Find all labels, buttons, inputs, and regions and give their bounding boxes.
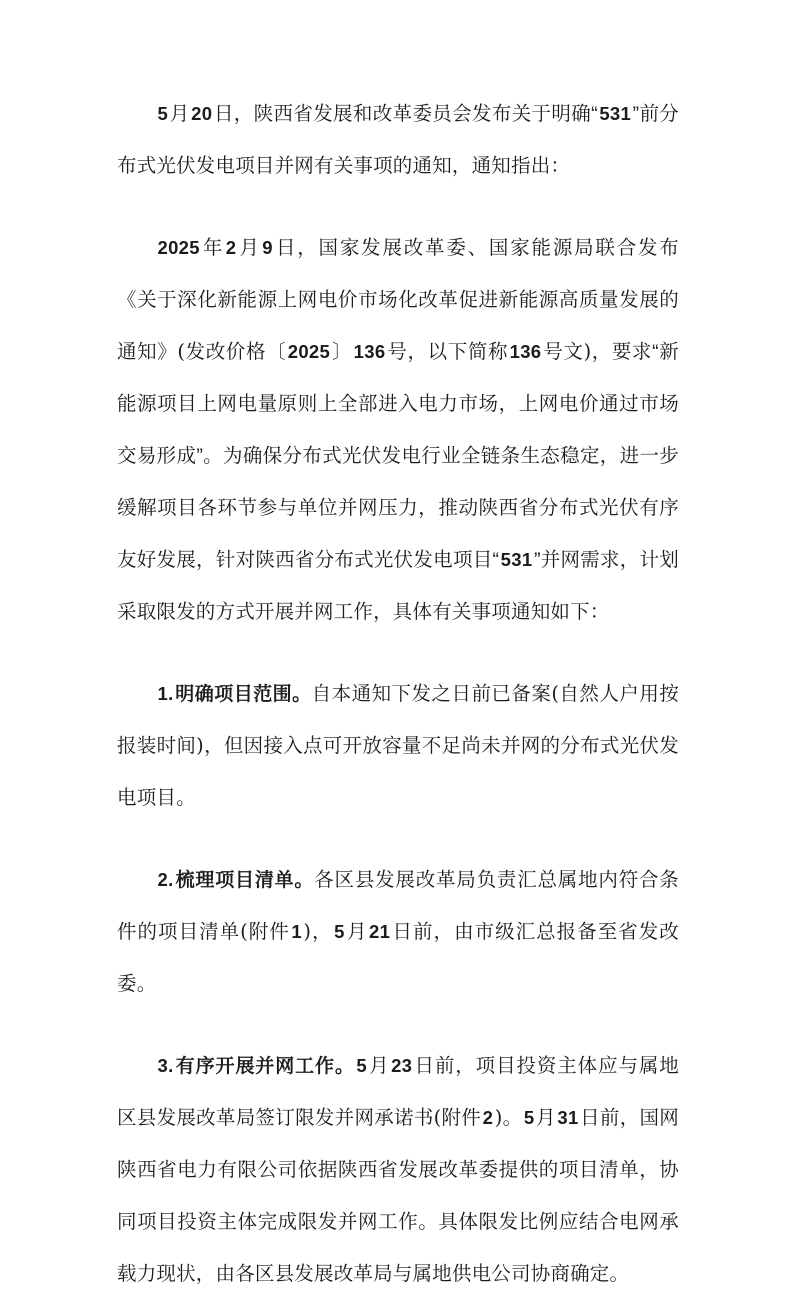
month-5-a: 5 bbox=[334, 921, 345, 942]
item-1-heading: 1.明确项目范围。 bbox=[157, 683, 312, 705]
item-2-heading: 2.梳理项目清单。 bbox=[157, 869, 315, 891]
document-body bbox=[117, 88, 679, 1300]
doc-number-136: 136 bbox=[353, 341, 386, 362]
day-9: 9 bbox=[262, 237, 273, 258]
paragraph-item-2: 2.梳理项目清单。各区县发展改革局负责汇总属地内符合条件的项目清单(附件1)，5月21日前，由市级汇总报备至省发改委。 bbox=[117, 868, 679, 995]
paragraph-intro: 5月20日，陕西省发展和改革委员会发布关于明确“531”前分布式光伏发电项目并网有关事项的通知，通知指出： bbox=[117, 102, 679, 177]
quote-close-531: ” bbox=[533, 549, 541, 571]
close-quote: ” bbox=[632, 103, 640, 125]
paragraph-item-1: 1.明确项目范围。自本通知下发之日前已备案(自然人户用按报装时间)，但因接入点可开放容量不足尚未并网的分布式光伏发电项目。 bbox=[117, 682, 679, 809]
doc-short-136: 136 bbox=[509, 341, 542, 362]
open-quote: “ bbox=[591, 103, 598, 125]
policy-code-531-b: 531 bbox=[500, 549, 533, 570]
day-31: 31 bbox=[557, 1107, 579, 1128]
quote-open-policy: “ bbox=[652, 341, 659, 363]
day-21: 21 bbox=[369, 921, 391, 942]
quote-close-policy: ” bbox=[196, 445, 204, 467]
paragraph-item-3: 3.有序开展并网工作。5月23日前，项目投资主体应与属地区县发展改革局签订限发并网承诺书(附件2)。5月31日前，国网陕西省电力有限公司依据陕西省发展改革委提供的项目清单，协同项目投资主体完成限发并网工作。具体限发比例应结合电网承载力现状，由各区县发展改革局与属地供电公司协商确定。 bbox=[117, 1054, 679, 1285]
month-number: 5 bbox=[157, 103, 169, 124]
doc-year: 2025 bbox=[287, 341, 331, 362]
attachment-1: 1 bbox=[291, 921, 302, 942]
year-2025: 2025 bbox=[157, 237, 200, 258]
day-number: 20 bbox=[191, 103, 213, 124]
month-5-b: 5 bbox=[356, 1055, 367, 1076]
paragraph-background: 2025年2月9日，国家发展改革委、国家能源局联合发布《关于深化新能源上网电价市场化改革促进新能源高质量发展的通知》(发改价格〔2025〕136号，以下简称136号文)，要求“新能源项目上网电量原则上全部进入电力市场，上网电价通过市场交易形成”。为确保分布式光伏发电行业全链条生态稳定，进一步缓解项目各环节参与单位并网压力，推动陕西省分布式光伏有序友好发展，针对陕西省分布式光伏发电项目“531”并网需求，计划采取限发的方式开展并网工作，具体有关事项通知如下： bbox=[117, 236, 680, 623]
quote-open-531: “ bbox=[492, 549, 500, 571]
attachment-2: 2 bbox=[482, 1107, 494, 1128]
policy-code-531: 531 bbox=[599, 103, 632, 124]
month-2: 2 bbox=[225, 237, 237, 258]
item-3-heading: 3.有序开展并网工作。 bbox=[157, 1055, 355, 1077]
month-5-c: 5 bbox=[523, 1107, 535, 1128]
day-23: 23 bbox=[391, 1055, 413, 1076]
